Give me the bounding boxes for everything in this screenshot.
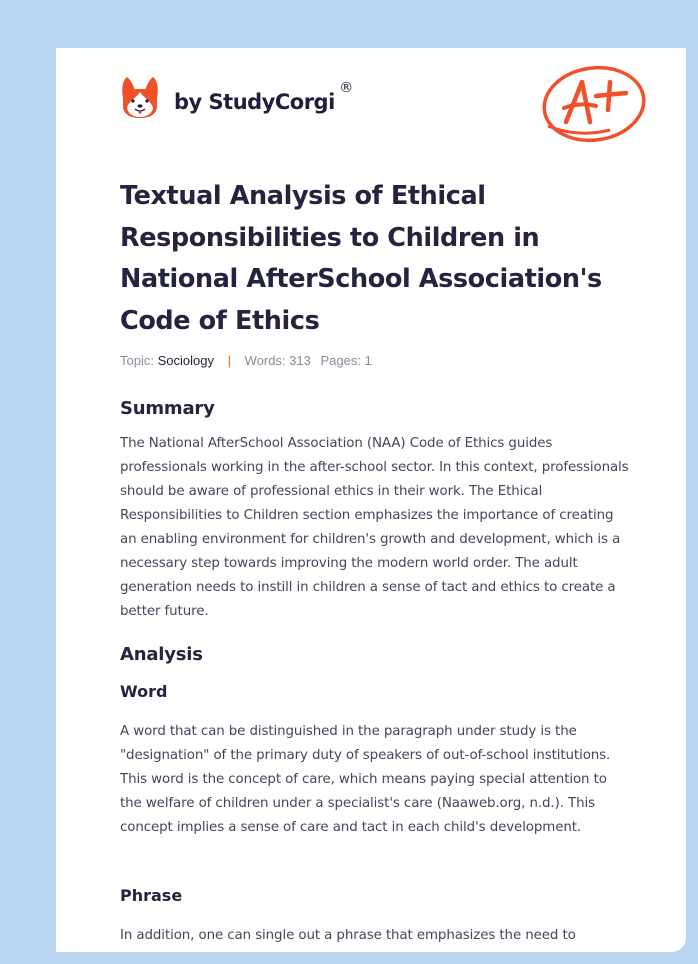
- phrase-heading: Phrase: [120, 886, 183, 905]
- topic-label: Topic:: [120, 353, 154, 368]
- topic-link[interactable]: Sociology: [157, 353, 214, 368]
- a-plus-grade-icon: [538, 60, 650, 144]
- word-paragraph: A word that can be distinguished in the paragraph under study is the "designation" of the primary duty of speakers of out-of-school institutions. This word is the concept of care, which means paying special attention to the welfare of children under a specialist's care (Naaweb.org, n.d.). This concept implies a sense of care and tact in each child's development.: [120, 724, 611, 835]
- meta-separator: |: [227, 353, 231, 368]
- summary-paragraph: The National AfterSchool Association (NAA) Code of Ethics guides professionals working in the after-school sector. In this context, professionals should be aware of professional ethics in their work. The Ethical Responsibilities to Children section emphasizes the importance of creating an enabling environment for children's growth and development, which is a necessary step towards improving the modern world order. The adult generation needs to instill in children a sense of tact and ethics to create a better future.: [120, 436, 629, 619]
- analysis-heading: Analysis: [120, 644, 203, 665]
- word-heading: Word: [120, 682, 168, 701]
- corgi-icon: [120, 76, 160, 120]
- page-count: Pages: 1: [320, 353, 372, 368]
- document-title: Textual Analysis of Ethical Responsibilities to Children in National AfterSchool Association's Code of Ethics: [120, 181, 602, 336]
- document-meta: [120, 353, 372, 368]
- summary-heading: Summary: [120, 398, 215, 419]
- document-card: [56, 48, 686, 952]
- studycorgi-logo[interactable]: [120, 76, 353, 120]
- phrase-paragraph: In addition, one can single out a phrase that emphasizes the need to: [120, 928, 576, 943]
- word-count: Words: 313: [244, 353, 311, 368]
- header: [120, 74, 650, 144]
- logo-text: by StudyCorgi ®: [174, 80, 353, 114]
- registered-mark: ®: [339, 80, 353, 96]
